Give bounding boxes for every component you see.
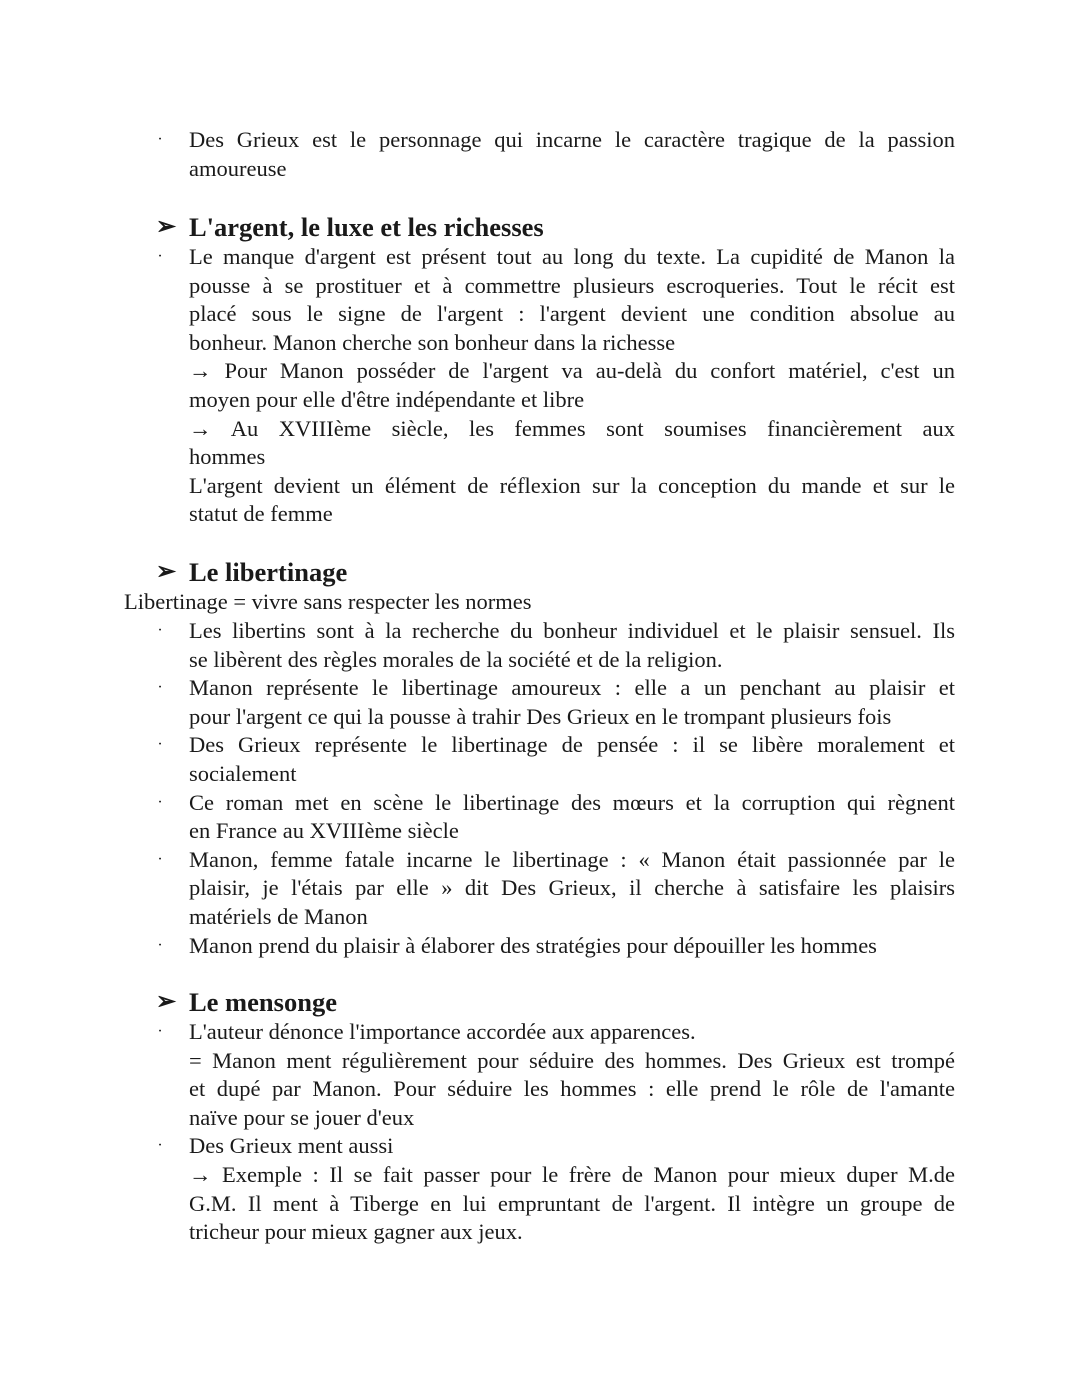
text-line: tricheur pour mieux gagner aux jeux.	[189, 1219, 523, 1245]
text-line: Les libertins sont à la recherche du bonheur individuel et le plaisir sensuel. Ils	[189, 618, 955, 643]
text-line: hommes	[189, 444, 266, 470]
section-heading	[0, 212, 1080, 242]
section-argent-body	[0, 243, 1080, 529]
text-line: moyen pour elle d'être indépendante et libre	[189, 386, 585, 412]
section-title: Le libertinage	[189, 557, 348, 587]
text-line: pour l'argent ce qui la pousse à trahir Des Grieux en le trompant plusieurs fois	[189, 703, 892, 729]
bullet-item	[0, 932, 955, 961]
bullet-dot-icon: ·	[157, 1023, 163, 1040]
bullet-item	[0, 846, 955, 932]
text-line: L'argent devient un élément de réflexion sur la conception du mande et sur le	[189, 472, 955, 498]
section-argent	[0, 212, 1080, 242]
definition-text: Libertinage = vivre sans respecter les normes	[124, 589, 532, 614]
section-libertinage	[0, 557, 1080, 587]
text-line: = Manon ment régulièrement pour séduire des hommes. Des Grieux est trompé	[189, 1047, 955, 1073]
section-title: Le mensonge	[189, 987, 337, 1017]
section-heading	[0, 987, 1080, 1017]
bullet-dot-icon: ·	[157, 936, 163, 954]
bullet-item	[0, 789, 955, 846]
bullet-item	[0, 1132, 955, 1246]
bullet-dot-icon: ·	[157, 736, 163, 754]
bullet-dot-icon: ·	[157, 131, 163, 148]
text-line: G.M. Il ment à Tiberge en lui empruntant de l'argent. Il intègre un groupe de	[189, 1190, 955, 1216]
bullet-item	[0, 617, 955, 674]
text-line: en France au XVIIIème siècle	[189, 818, 459, 844]
text-line: → Pour Manon posséder de l'argent va au-delà du confort matériel, c'est un	[189, 358, 955, 384]
section-mensonge-body	[0, 1018, 1080, 1247]
text-line: pousse à se prostituer et à commettre plusieurs escroqueries. Tout le récit est	[189, 272, 955, 298]
arrow-bullet-icon: ➢	[156, 989, 177, 1015]
text-line: et dupé par Manon. Pour séduire les hommes : elle prend le rôle de l'amante	[189, 1076, 955, 1102]
libertinage-definition	[0, 588, 1080, 617]
bullet-item	[0, 674, 955, 731]
bullet-item	[0, 1018, 955, 1132]
text-line: → Au XVIIIème siècle, les femmes sont soumises financièrement aux	[189, 415, 955, 441]
text-line: bonheur. Manon cherche son bonheur dans la richesse	[189, 329, 676, 355]
text-line: statut de femme	[189, 501, 333, 527]
text-line: amoureuse	[189, 155, 287, 181]
text-line: Manon prend du plaisir à élaborer des stratégies pour dépouiller les hommes	[189, 932, 877, 958]
bullet-item	[0, 126, 955, 183]
section-libertinage-body	[0, 617, 1080, 960]
text-line: placé sous le signe de l'argent : l'argent devient une condition absolue au	[189, 301, 955, 327]
bullet-dot-icon: ·	[157, 850, 163, 868]
intro-block	[0, 126, 1080, 183]
text-line: se libèrent des règles morales de la société et de la religion.	[189, 646, 723, 672]
bullet-item	[0, 243, 955, 529]
arrow-bullet-icon: ➢	[156, 559, 177, 585]
text-line: Des Grieux est le personnage qui incarne le caractère tragique de la passion	[189, 127, 955, 152]
bullet-item	[0, 731, 955, 788]
text-line: Des Grieux représente le libertinage de pensée : il se libère moralement et	[189, 732, 955, 758]
bullet-dot-icon: ·	[157, 793, 163, 811]
text-line: socialement	[189, 760, 297, 786]
text-line: → Exemple : Il se fait passer pour le frère de Manon pour mieux duper M.de	[189, 1161, 955, 1187]
text-line: Le manque d'argent est présent tout au long du texte. La cupidité de Manon la	[189, 244, 955, 269]
bullet-dot-icon: ·	[157, 679, 163, 697]
text-line: Manon représente le libertinage amoureux : elle a un penchant au plaisir et	[189, 675, 955, 701]
text-line: Des Grieux ment aussi	[189, 1133, 394, 1159]
text-line: Manon, femme fatale incarne le libertinage : « Manon était passionnée par le	[189, 846, 955, 872]
section-title: L'argent, le luxe et les richesses	[189, 212, 544, 242]
text-line: plaisir, je l'étais par elle » dit Des Grieux, il cherche à satisfaire les plaisirs	[189, 875, 955, 901]
bullet-dot-icon: ·	[157, 1137, 163, 1155]
text-line: naïve pour se jouer d'eux	[189, 1104, 415, 1130]
text-line: L'auteur dénonce l'importance accordée aux apparences.	[189, 1019, 696, 1044]
bullet-dot-icon: ·	[157, 248, 163, 265]
section-mensonge	[0, 987, 1080, 1017]
bullet-dot-icon: ·	[157, 622, 163, 639]
text-line: Ce roman met en scène le libertinage des mœurs et la corruption qui règnent	[189, 789, 955, 815]
arrow-bullet-icon: ➢	[156, 214, 177, 240]
section-heading	[0, 557, 1080, 587]
text-line: matériels de Manon	[189, 903, 368, 929]
